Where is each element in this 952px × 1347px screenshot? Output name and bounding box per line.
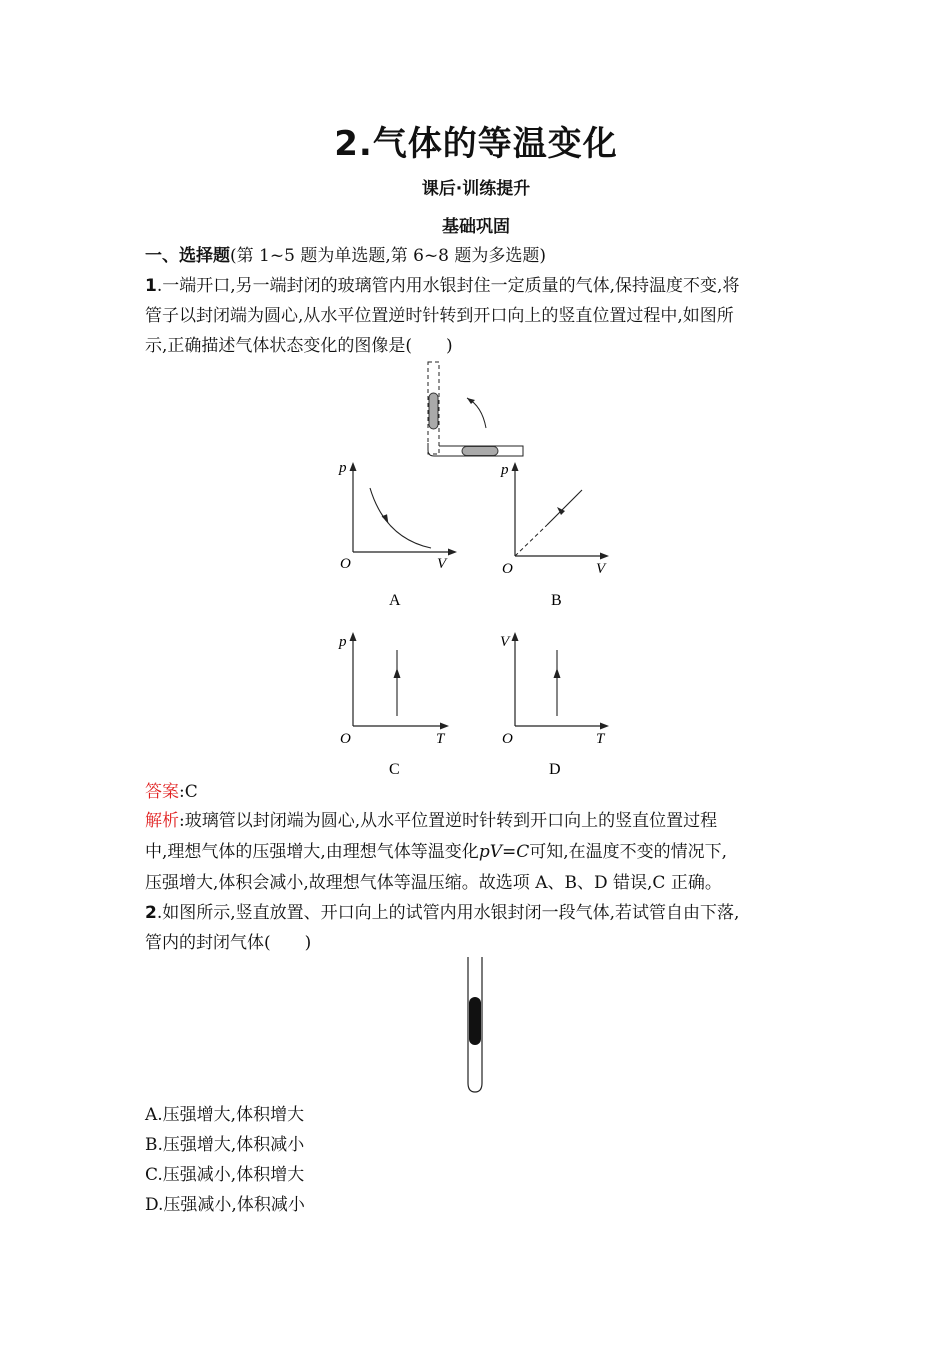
- graph-a-curve: [370, 488, 431, 548]
- tube-rotation-figure: [420, 358, 530, 460]
- answer-label: 答案: [145, 782, 179, 802]
- graph-c-arrow: [394, 668, 401, 678]
- graph-a-origin: O: [340, 556, 351, 572]
- q2-number: 2: [145, 903, 157, 923]
- q1-line-2: 管子以封闭端为圆心,从水平位置逆时针转到开口向上的竖直位置过程中,如图所: [145, 306, 734, 326]
- q2-option-b[interactable]: B.压强增大,体积减小: [145, 1135, 305, 1155]
- graph-b-x-label: V: [596, 561, 606, 577]
- graph-c-origin: O: [340, 731, 351, 747]
- rotation-arrow: [467, 398, 486, 428]
- part-note: (第 1~5 题为单选题,第 6~8 题为多选题): [230, 246, 547, 266]
- graph-d-origin: O: [502, 731, 513, 747]
- graph-d: [495, 630, 620, 780]
- graph-b-label: B: [551, 592, 562, 609]
- part-heading: 一、选择题: [145, 246, 230, 266]
- graph-d-y-label: V: [500, 634, 510, 650]
- graph-c: [335, 630, 460, 780]
- q1-number: 1: [145, 276, 157, 296]
- answer-value: :C: [179, 782, 198, 802]
- graph-d-label: D: [549, 761, 561, 778]
- mercury-column: [469, 997, 481, 1045]
- mercury-vertical: [429, 393, 438, 429]
- q1-analysis-3: 压强增大,体积会减小,故理想气体等温压缩。故选项 A、B、D 错误,C 正确。: [145, 873, 722, 893]
- page-subtitle: 课后·训练提升: [421, 179, 531, 199]
- q2-option-a[interactable]: A.压强增大,体积增大: [145, 1105, 305, 1125]
- q2-option-c[interactable]: C.压强减小,体积增大: [145, 1165, 305, 1185]
- graph-c-label: C: [389, 761, 400, 778]
- analysis-text-1: :玻璃管以封闭端为圆心,从水平位置逆时针转到开口向上的竖直位置过程: [179, 811, 718, 831]
- q2-option-d[interactable]: D.压强减小,体积减小: [145, 1195, 305, 1215]
- q1-line-1: [145, 271, 815, 301]
- graph-c-x-label: T: [436, 731, 445, 747]
- graph-a-y-label: p: [339, 460, 347, 476]
- q1-analysis-2: [145, 837, 815, 867]
- analysis-label: 解析: [145, 811, 179, 831]
- q1-line-3: 示,正确描述气体状态变化的图像是( ): [145, 336, 453, 356]
- q2-line-1: [145, 898, 815, 928]
- graph-d-x-label: T: [596, 731, 605, 747]
- analysis-formula: pV=C: [478, 842, 530, 862]
- graph-b: [495, 460, 620, 610]
- graph-a: [335, 460, 460, 610]
- section-title: 基础巩固: [442, 217, 510, 237]
- graph-b-dashed: [515, 525, 547, 556]
- graph-a-x-label: V: [437, 556, 447, 572]
- graph-c-y-label: p: [339, 634, 347, 650]
- test-tube-figure: [458, 955, 492, 1097]
- page-title: 2.气体的等温变化: [334, 124, 618, 164]
- analysis-text-2a: 中,理想气体的压强增大,由理想气体等温变化: [145, 842, 479, 862]
- q2-text-1: .如图所示,竖直放置、开口向上的试管内用水银封闭一段气体,若试管自由下落,: [156, 903, 740, 923]
- q1-answer: [145, 777, 815, 807]
- mercury-horizontal: [462, 447, 498, 456]
- graph-b-line: [547, 490, 582, 525]
- part-heading-line: [145, 241, 815, 271]
- graph-a-label: A: [389, 592, 401, 609]
- q1-analysis-1: [145, 806, 815, 836]
- graph-b-origin: O: [502, 561, 513, 577]
- graph-d-arrow: [554, 668, 561, 678]
- analysis-text-2b: 可知,在温度不变的情况下,: [529, 842, 728, 862]
- graph-b-y-label: p: [501, 462, 509, 478]
- q2-line-2: 管内的封闭气体( ): [145, 933, 312, 953]
- q1-text-1: .一端开口,另一端封闭的玻璃管内用水银封住一定质量的气体,保持温度不变,将: [156, 276, 740, 296]
